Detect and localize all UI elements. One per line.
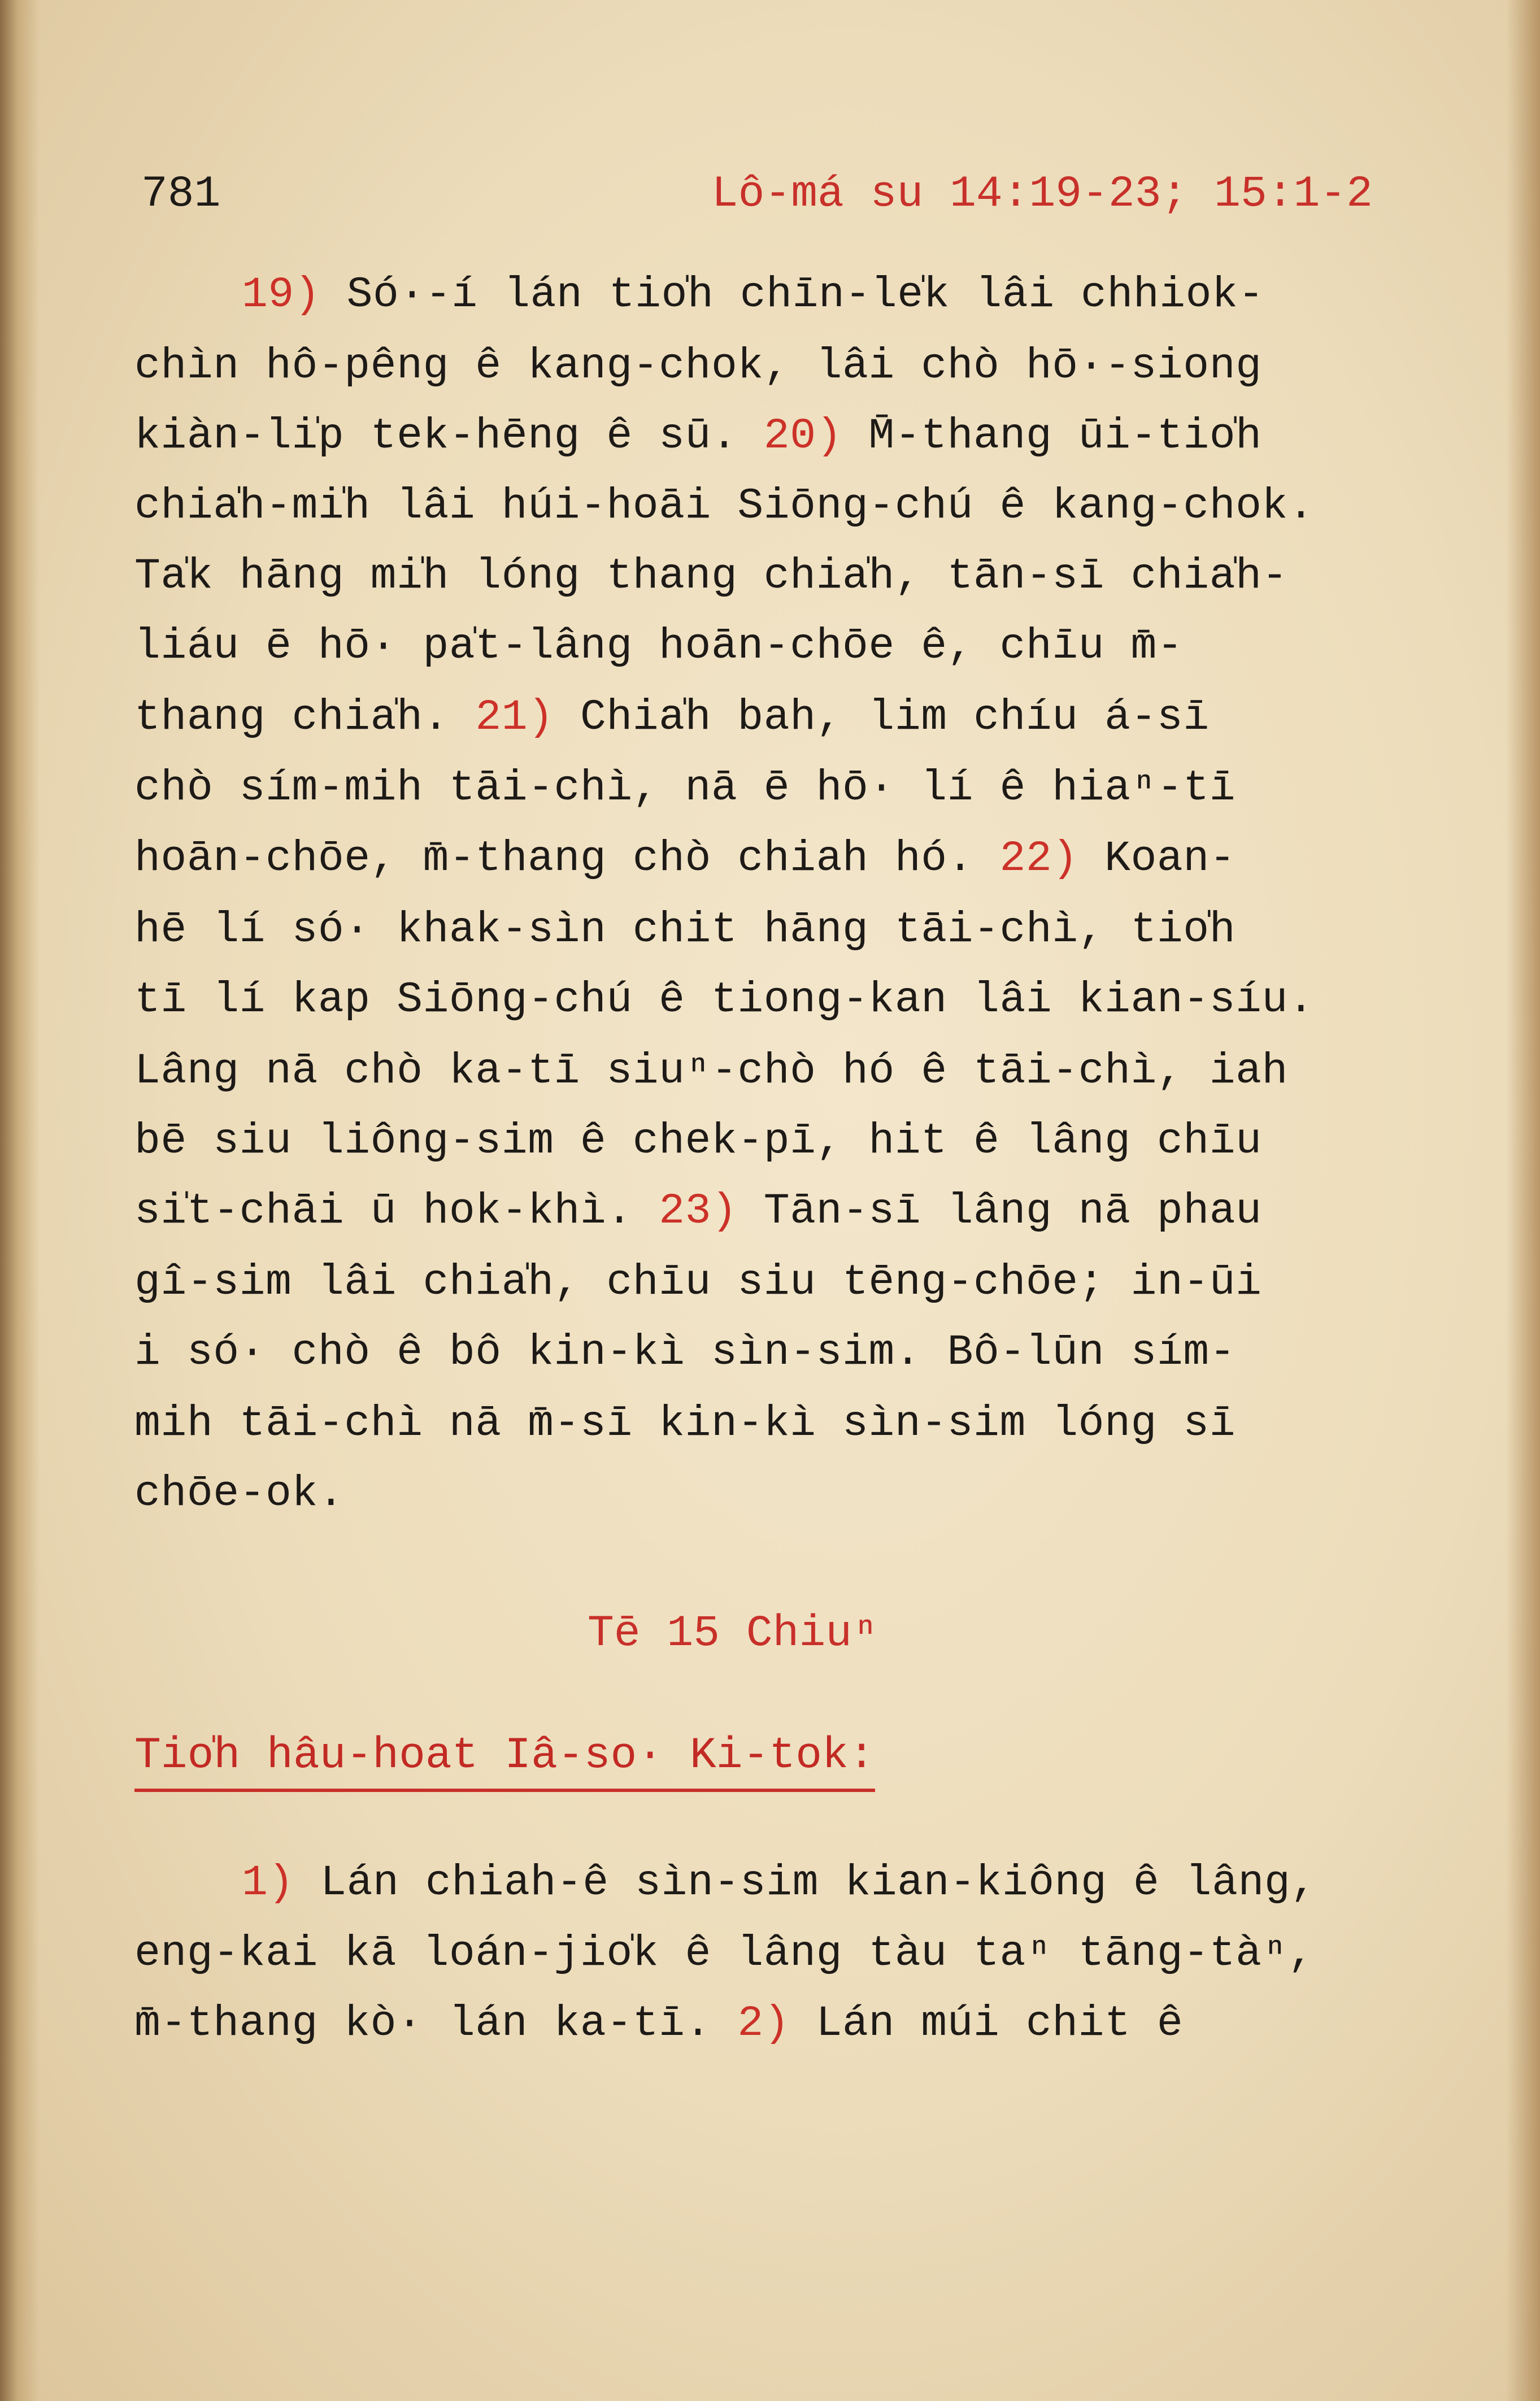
text-line (134, 760, 1236, 816)
verse-number: 21) (475, 693, 554, 742)
page-gutter-shadow (0, 0, 40, 2401)
text-line (134, 902, 1236, 958)
line-text: M̄-thang ūi-tio̍h (842, 411, 1262, 460)
line-text: Tān-sī lâng nā phau (737, 1186, 1262, 1236)
text-line (134, 689, 1210, 746)
line-text: Lán chiah-ê sìn-sim kian-kiông ê lâng, (294, 1858, 1317, 1907)
verse-number: 2) (737, 1999, 790, 2048)
line-text: gî-sim lâi chia̍h, chīu siu tēng-chōe; in-ūi (134, 1258, 1262, 1307)
text-line (134, 972, 1314, 1028)
verse-number: 22) (999, 834, 1078, 883)
text-line (134, 1043, 1288, 1099)
section-heading: Tio̍h hâu-hoat Iâ-so· Ki-tok: (134, 1731, 875, 1792)
line-text: hoān-chōe, m̄-thang chò chiah hó. (134, 834, 1000, 883)
text-line (134, 1465, 344, 1522)
text-line (134, 1925, 1314, 1982)
line-text: Lán múi chit ê (790, 1999, 1184, 2048)
page-edge-shadow (1506, 0, 1540, 2401)
verse-number: 23) (659, 1186, 738, 1236)
verse-number: 1) (242, 1858, 294, 1907)
text-line (134, 1395, 1236, 1452)
line-text: Ta̍k hāng mi̍h lóng thang chia̍h, tān-sī chia̍h- (134, 551, 1288, 601)
line-text: kiàn-li̍p tek-hēng ê sū. (134, 411, 764, 460)
text-line (134, 1995, 1183, 2052)
line-text: chōe-ok. (134, 1469, 345, 1518)
line-text: chia̍h-mi̍h lâi húi-hoāi Siōng-chú ê kang-chok. (134, 481, 1315, 530)
line-text: tī lí kap Siōng-chú ê tiong-kan lâi kian-síu. (134, 975, 1315, 1024)
line-text: m̄-thang kò· lán ka-tī. (134, 1999, 738, 2048)
text-line (242, 267, 1264, 323)
line-text: chìn hô-pêng ê kang-chok, lâi chò hō·-siong (134, 341, 1262, 390)
line-text: i só· chò ê bô kin-kì sìn-sim. Bô-lūn sím- (134, 1328, 1236, 1377)
text-line (134, 1183, 1262, 1239)
text-line (134, 1113, 1262, 1169)
line-text: si̍t-chāi ū hok-khì. (134, 1186, 659, 1236)
line-text: Chia̍h bah, lim chíu á-sī (554, 693, 1210, 742)
text-line (242, 1855, 1317, 1911)
chapter-title: Tē 15 Chiuⁿ (588, 1609, 878, 1659)
text-line (134, 338, 1262, 394)
line-text: Lâng nā chò ka-tī siuⁿ-chò hó ê tāi-chì, iah (134, 1046, 1288, 1095)
page-header (141, 169, 1373, 232)
running-title: Lô-má su 14:19-23; 15:1-2 (711, 169, 1373, 219)
line-text: hē lí só· khak-sìn chit hāng tāi-chì, tio̍h (134, 905, 1236, 954)
line-text: Koan- (1078, 834, 1236, 883)
text-line (134, 548, 1288, 604)
line-text: thang chia̍h. (134, 693, 476, 742)
line-text: liáu ē hō· pa̍t-lâng hoān-chōe ê, chīu m̄- (134, 621, 1184, 671)
page-number: 781 (141, 169, 221, 219)
verse-number: 20) (763, 411, 843, 460)
line-text: bē siu liông-sim ê chek-pī, hit ê lâng chīu (134, 1116, 1262, 1165)
text-line (134, 478, 1314, 534)
verse-number: 19) (242, 270, 321, 319)
line-text: mih tāi-chì nā m̄-sī kin-kì sìn-sim lóng sī (134, 1399, 1236, 1448)
text-line (134, 830, 1236, 887)
text-line (134, 408, 1262, 464)
line-text: Só·-í lán tio̍h chīn-le̍k lâi chhiok- (320, 270, 1264, 319)
text-line (134, 618, 1183, 675)
line-text: chò sím-mih tāi-chì, nā ē hō· lí ê hiaⁿ-tī (134, 763, 1236, 812)
line-text: eng-kai kā loán-jio̍k ê lâng tàu taⁿ tāng-tàⁿ, (134, 1929, 1315, 1978)
text-line (134, 1324, 1236, 1381)
text-line (134, 1254, 1262, 1311)
